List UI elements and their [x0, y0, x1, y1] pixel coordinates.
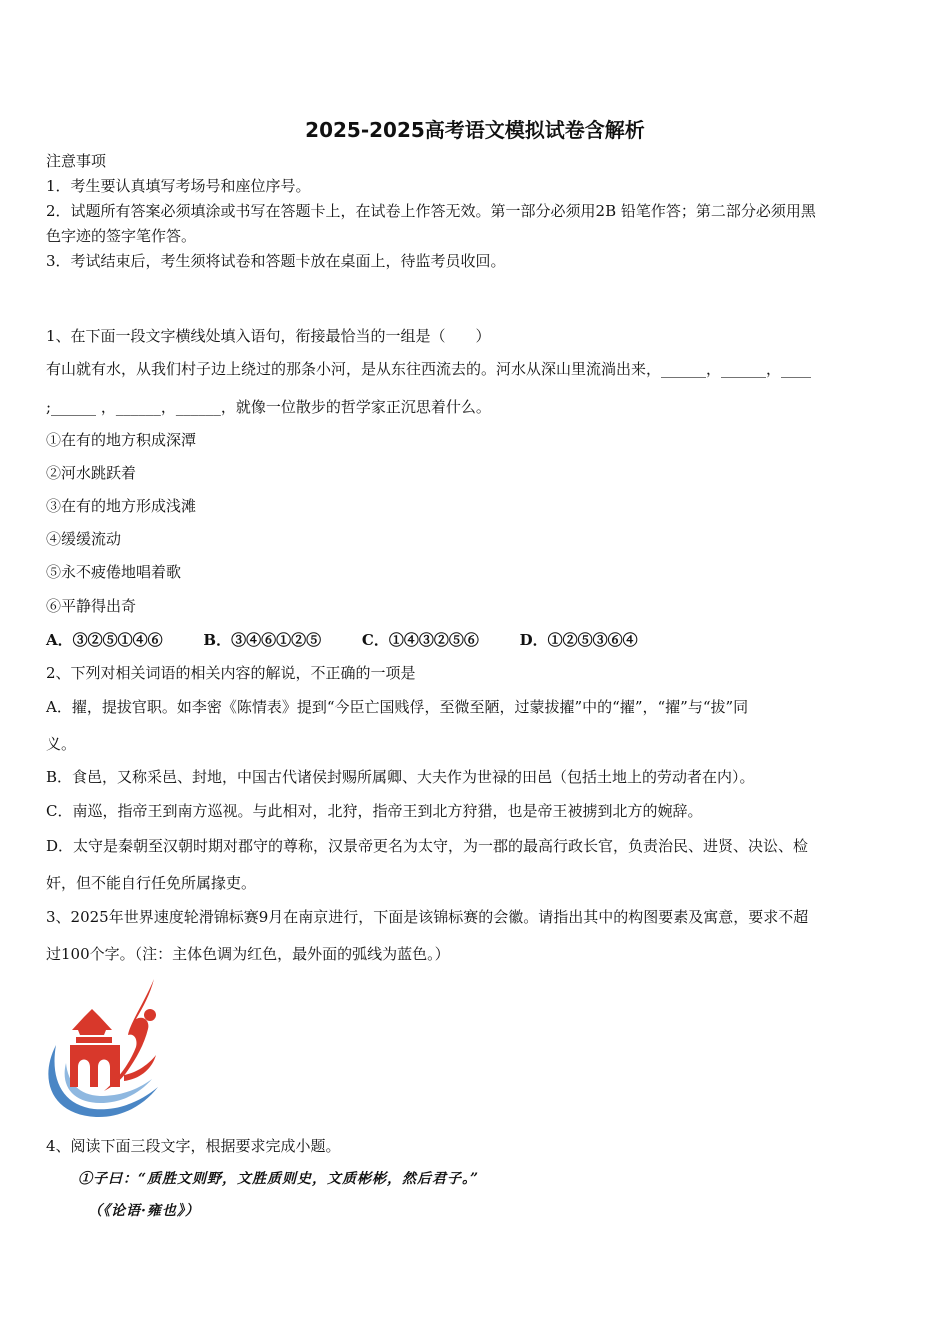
q1-option-d[interactable]: D．①②⑤③⑥④ [519, 631, 638, 649]
q1-item: ①在有的地方积成深潭 [46, 431, 197, 449]
q1-option-c[interactable]: C．①④③②⑤⑥ [361, 631, 479, 649]
q2-option-a: A．擢，提拔官职。如李密《陈情表》提到“今臣亡国贱俘，至微至陋，过蒙拔擢”中的“擢”，“擢”与“拔”同 [46, 698, 749, 716]
q2-option-d-cont: 奸，但不能自行任免所属掾吏。 [46, 874, 257, 892]
gate-roof-icon [72, 1009, 112, 1035]
q4-quote-source: （《论语·雍也》） [88, 1203, 200, 1219]
q1-item: ⑤永不疲倦地唱着歌 [46, 563, 182, 581]
notice-item-2: 2．试题所有答案必须填涂或书写在答题卡上，在试卷上作答无效。第一部分必须用2B 铅笔作答；第二部分必须用黑 [46, 202, 816, 220]
skater-head-icon [144, 1009, 156, 1021]
q1-passage-line-2: ;______ ，______，______，就像一位散步的哲学家正沉思着什么。 [46, 398, 491, 416]
q1-item: ④缓缓流动 [46, 530, 122, 548]
notice-heading: 注意事项 [46, 152, 107, 170]
notice-item-1: 1．考生要认真填写考场号和座位序号。 [46, 177, 311, 195]
q3-stem-cont: 过100个字。（注：主体色调为红色，最外面的弧线为蓝色。） [46, 945, 450, 963]
q1-stem: 1、在下面一段文字横线处填入语句，衔接最恰当的一组是（ ） [46, 327, 491, 345]
q2-option-c: C．南巡，指帝王到南方巡视。与此相对，北狩，指帝王到北方狩猎，也是帝王被掳到北方的婉辞。 [46, 802, 703, 820]
q4-stem: 4、阅读下面三段文字，根据要求完成小题。 [46, 1137, 341, 1155]
city-wall-icon [70, 1045, 120, 1087]
q2-option-b: B．食邑，又称采邑、封地，中国古代诸侯封赐所属卿、大夫作为世禄的田邑（包括土地上的劳动者在内）。 [46, 768, 755, 786]
championship-emblem-image [44, 975, 166, 1120]
q1-option-a[interactable]: A．③②⑤①④⑥ [46, 631, 163, 649]
q1-item: ③在有的地方形成浅滩 [46, 497, 197, 515]
q2-option-a-cont: 义。 [46, 735, 77, 753]
q4-quote: ①子曰：“质胜文则野，文胜质则史，文质彬彬，然后君子。” [78, 1171, 480, 1187]
q1-item: ⑥平静得出奇 [46, 597, 137, 615]
q1-option-b[interactable]: B．③④⑥①②⑤ [203, 631, 322, 649]
q1-passage-line-1: 有山就有水，从我们村子边上绕过的那条小河，是从东往西流去的。河水从深山里流淌出来，______，______，____ [46, 360, 812, 378]
notice-item-2-cont: 色字迹的签字笔作答。 [46, 227, 197, 245]
q2-stem: 2、下列对相关词语的相关内容的解说，不正确的一项是 [46, 664, 416, 682]
q1-options [46, 630, 674, 650]
notice-item-3: 3．考试结束后，考生须将试卷和答题卡放在桌面上，待监考员收回。 [46, 252, 506, 270]
q3-stem: 3、2025年世界速度轮滑锦标赛9月在南京进行，下面是该锦标赛的会徽。请指出其中的构图要素及寓意，要求不超 [46, 908, 809, 926]
q1-item: ②河水跳跃着 [46, 464, 137, 482]
q2-option-d: D．太守是秦朝至汉朝时期对郡守的尊称，汉景帝更名为太守，为一郡的最高行政长官，负责治民、进贤、决讼、检 [46, 837, 809, 855]
page-title: 2025-2025高考语文模拟试卷含解析 [305, 118, 645, 142]
